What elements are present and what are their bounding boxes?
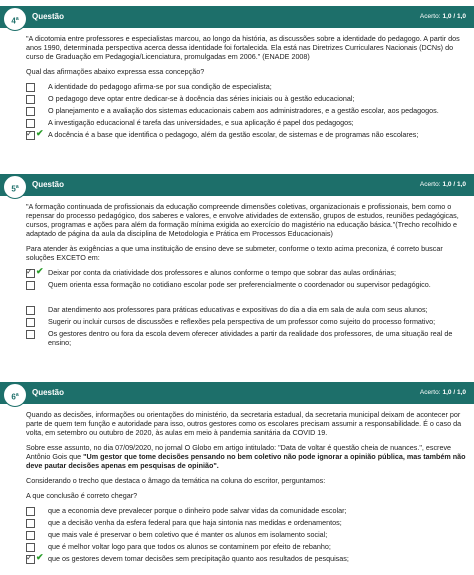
checkbox[interactable] xyxy=(26,318,35,327)
question-4 xyxy=(0,6,474,142)
checkbox[interactable] xyxy=(26,95,35,104)
checkbox[interactable] xyxy=(26,83,35,92)
checkbox[interactable] xyxy=(26,306,35,315)
question-header xyxy=(0,174,474,196)
checkbox-checked[interactable] xyxy=(26,555,35,564)
correct-check-icon: ✔ xyxy=(36,266,44,276)
checkbox[interactable] xyxy=(26,119,35,128)
question-prompt: Para atender às exigências a que uma instituição de ensino deve se submeter, conforme o texto acima preconiza, é correto buscar soluções EXCETO em: xyxy=(26,244,443,262)
question-stem: Quando as decisões, informações ou orientações do ministério, da secretaria estadual, da secretaria municipal deixam de acontecer por parte de quem tem função e autoridade para isso, outros gestores como os escolares precisam assumir a responsabilidade. É o caso da volta, em setembro ou outubro de 2020, às aulas em meio à pandemia sanitária da COVID 19. xyxy=(26,410,462,437)
question-6 xyxy=(0,382,474,566)
question-header xyxy=(0,6,474,28)
option-e[interactable]: Os gestores dentro ou fora da escola devem oferecer atividades a partir da realidade dos professores, de uma situação real de ensino; xyxy=(26,329,466,347)
option-c[interactable]: que mais vale é preservar o bem coletivo que é manter os alunos em isolamento social; xyxy=(26,530,466,539)
option-d[interactable]: Sugerir ou incluir cursos de discussões e reflexões pela perspectiva de um professor como sujeito do processo formativo; xyxy=(26,317,466,326)
checkbox[interactable] xyxy=(26,281,35,290)
correct-check-icon: ✔ xyxy=(36,128,44,138)
question-stem: "A formação continuada de profissionais da educação compreende dimensões coletivas, organizacionais e profissionais, bem como o repensar do processo pedagógico, dos saberes e valores, e envolve atividades de extensão, grupos de estudos, reuniões pedagógicas, cursos, programas e ações para além da formação mínima exigida ao exercício do magistério na educação básica."(Trecho recolhido e adaptado de página da aula da disciplina de Metodologia e Prática em Processos Educacionais) xyxy=(26,202,459,238)
question-5 xyxy=(0,174,474,350)
checkbox[interactable] xyxy=(26,519,35,528)
option-d[interactable]: A investigação educacional é tarefa das universidades, e sua aplicação é papel dos pedagogos; xyxy=(26,118,466,127)
checkbox-checked[interactable] xyxy=(26,269,35,278)
options-list xyxy=(26,82,466,139)
question-number-badge: 5$^a$ xyxy=(3,175,27,199)
score: Acerto: 1,0 / 1,0 xyxy=(419,389,466,396)
checkbox[interactable] xyxy=(26,507,35,516)
question-title: Questão xyxy=(32,180,65,189)
question-header xyxy=(0,382,474,404)
options-list xyxy=(26,268,466,347)
option-c[interactable]: O planejamento e a avaliação dos sistemas educacionais cabem aos administradores, e a gestão escolar, aos pedagogos. xyxy=(26,106,466,115)
option-e[interactable]: ✓ ✔ que os gestores devem tomar decisões sem precipitação quanto aos resultados de pesquisas; xyxy=(26,554,466,563)
option-c[interactable]: Dar atendimento aos professores para práticas educativas e expositivas do dia a dia em sala de aula com seus alunos; xyxy=(26,305,466,314)
question-number-badge: 4$^a$ xyxy=(3,7,27,31)
checkbox[interactable] xyxy=(26,543,35,552)
option-d[interactable]: que é melhor voltar logo para que todos os alunos se contaminem por efeito de rebanho; xyxy=(26,542,466,551)
checkbox[interactable] xyxy=(26,531,35,540)
score: Acerto: 1,0 / 1,0 xyxy=(419,13,466,20)
question-stem-quote: Sobre esse assunto, no dia 07/09/2020, no jornal O Globo em artigo intitulado: "Data de voltar é questão cheia de nuances.", escreve Antônio Gois que "Um gestor que tome decisões pensando no bem coletivo não pode ignorar a opinião pública, mas também não deve pautar decisões apenas em pesquisas de opinião". xyxy=(26,443,466,470)
option-e[interactable]: ✓ ✔ A docência é a base que identifica o pedagogo, além da gestão escolar, de sistemas e de programas não escolares; xyxy=(26,130,466,139)
question-prompt: Qual das afirmações abaixo expressa essa concepção? xyxy=(26,67,205,76)
option-b[interactable]: que a decisão venha da esfera federal para que haja sintonia nas medidas e ordenamentos; xyxy=(26,518,466,527)
option-a[interactable]: que a economia deve prevalecer porque o dinheiro pode salvar vidas da comunidade escolar; xyxy=(26,506,466,515)
option-a[interactable]: ✓ ✔ Deixar por conta da criatividade dos professores e alunos conforme o tempo que sobrar das aulas ordinárias; xyxy=(26,268,466,277)
question-prompt: Considerando o trecho que destaca o âmago da temática na coluna do escritor, perguntamos: xyxy=(26,476,326,485)
option-a[interactable]: A identidade do pedagogo afirma-se por sua condição de especialista; xyxy=(26,82,466,91)
question-prompt-2: A que conclusão é correto chegar? xyxy=(26,491,138,500)
option-b[interactable]: Quem orienta essa formação no cotidiano escolar pode ser preferencialmente o coordenador ou supervisor pedagógico. xyxy=(26,280,466,289)
correct-check-icon: ✔ xyxy=(36,552,44,562)
question-number-badge: 6$^a$ xyxy=(3,383,27,407)
option-b[interactable]: O pedagogo deve optar entre dedicar-se à docência das séries iniciais ou à gestão educacional; xyxy=(26,94,466,103)
checkbox-checked[interactable] xyxy=(26,131,35,140)
question-title: Questão xyxy=(32,12,65,21)
question-stem: "A dicotomia entre professores e especialistas marcou, ao longo da história, as discussões sobre a identidade do pedagogo. A partir dos anos 1990, determinada perspectiva acerca dessa identidade foi fortalecida. Ela está nas Diretrizes Curriculares Nacionais (DCNs) do curso de Graduação em Pedagogia/Licenciatura, promulgadas em 2006." (ENADE 2008) xyxy=(26,34,460,61)
options-list xyxy=(26,506,466,563)
checkbox[interactable] xyxy=(26,107,35,116)
question-title: Questão xyxy=(32,388,65,397)
checkbox[interactable] xyxy=(26,330,35,339)
score: Acerto: 1,0 / 1,0 xyxy=(419,181,466,188)
